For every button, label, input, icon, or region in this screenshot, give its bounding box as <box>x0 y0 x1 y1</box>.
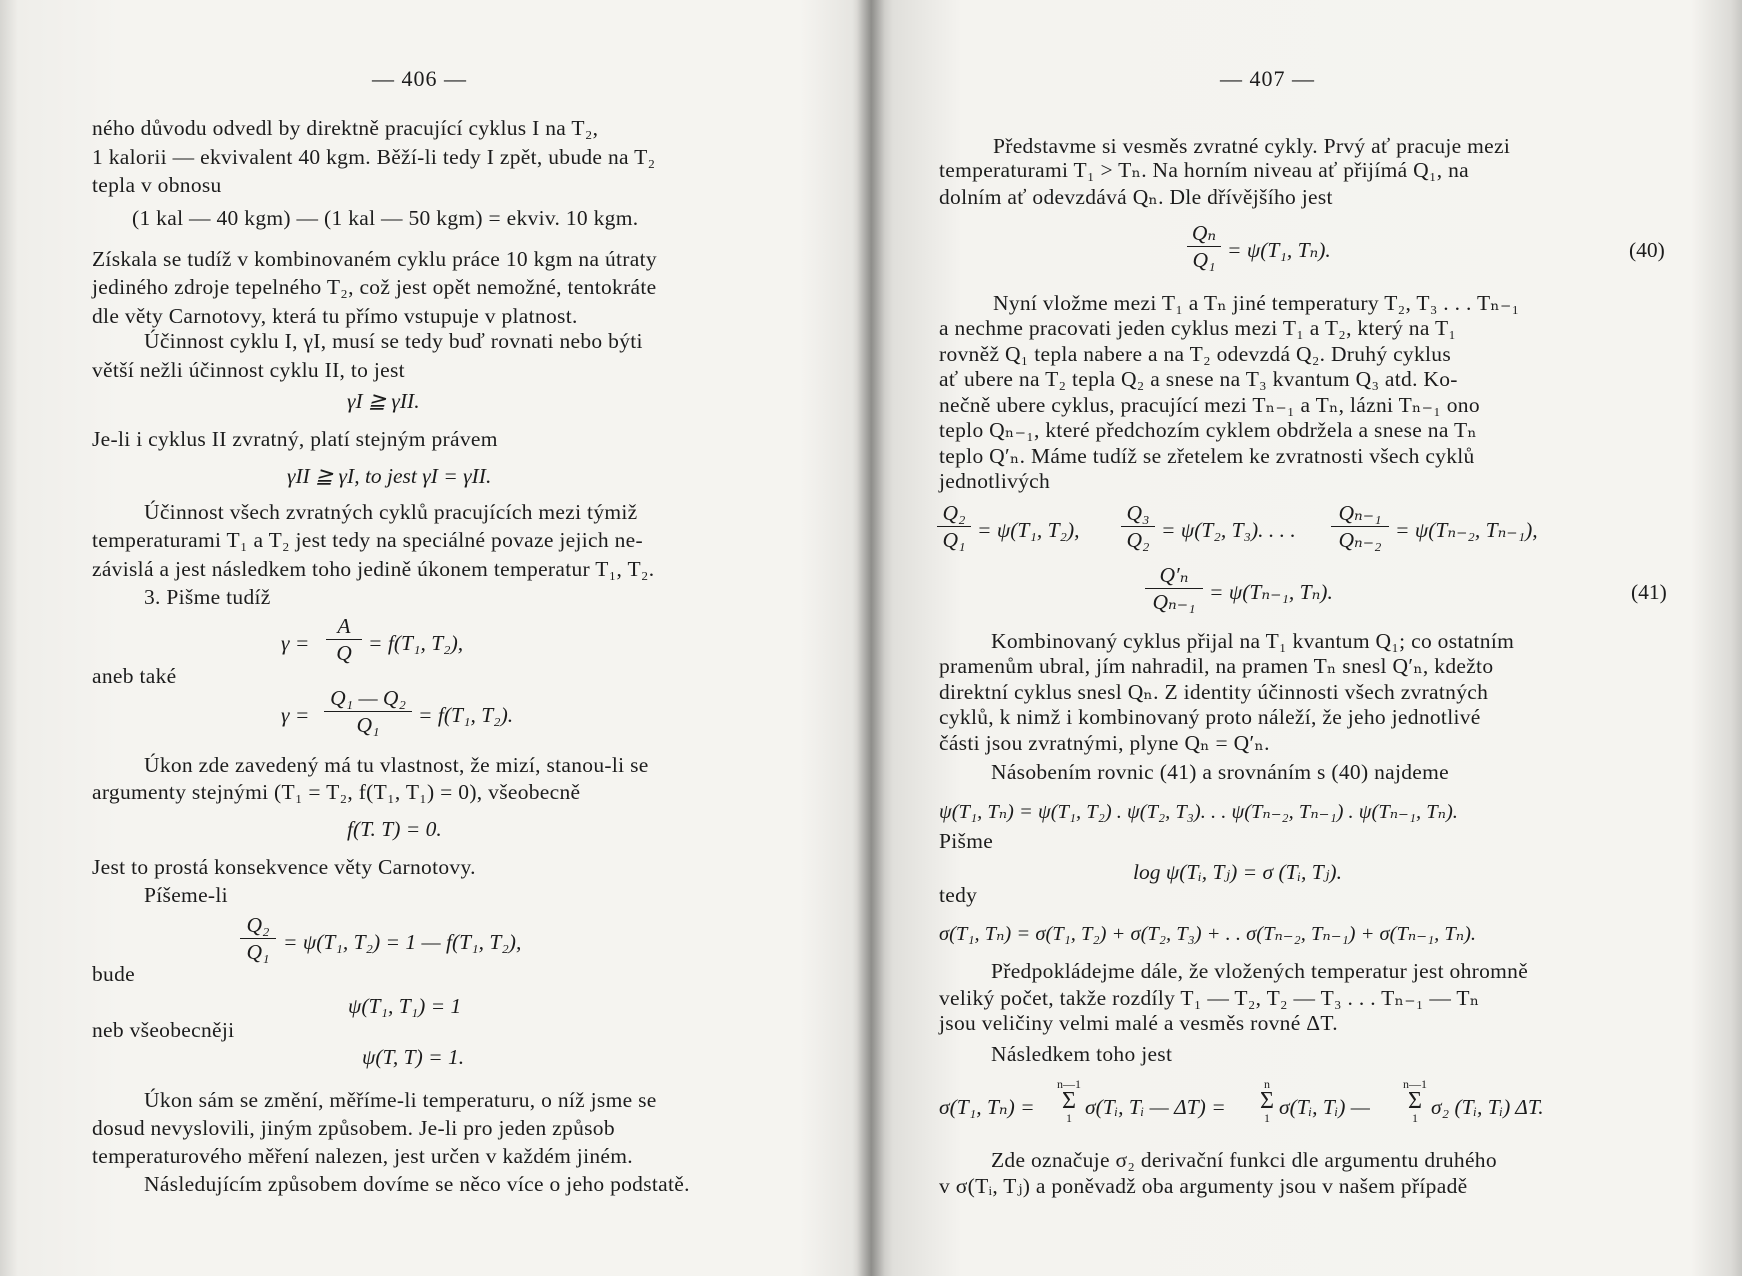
equation-log-psi: log ψ(Tᵢ, Tⱼ) = σ (Tᵢ, Tⱼ). <box>1133 860 1342 884</box>
equation-gamma-lhs: γ = <box>281 703 310 727</box>
text-line: teplo Qₙ₋₁, které předchozím cyklem obdržela a snese na Tₙ <box>939 418 1478 442</box>
text-line: Pišme <box>939 829 994 853</box>
equation-40: = ψ(T₁, Tₙ). <box>1227 238 1331 262</box>
text-line: ného důvodu odvedl by direktně pracující cyklus I na T₂, <box>92 116 599 140</box>
fraction-numerator: A <box>326 613 362 640</box>
equation-41-last: = ψ(Tₙ₋₁, Tₙ). <box>1209 580 1333 604</box>
fraction-q3-over-q2 <box>1121 500 1155 553</box>
equation-psi-product: ψ(T₁, Tₙ) = ψ(T₁, T₂) . ψ(T₂, T₃). . . ψ(Tₙ₋₂, Tₙ₋₁) . ψ(Tₙ₋₁, Tₙ). <box>939 801 1458 823</box>
fraction-a-over-q <box>326 613 362 666</box>
text-line: Je-li i cyklus II zvratný, platí stejným právem <box>92 427 498 451</box>
fraction-denominator: Q₂ <box>1126 528 1150 552</box>
text-line: Násobením rovnic (41) a srovnáním s (40) najdeme <box>991 760 1450 784</box>
text-line: cyklů, k nimž i kombinovaný proto náleží, že jeho jednotlivé <box>939 705 1481 729</box>
text-line: tedy <box>939 883 978 907</box>
equation-41-part: = ψ(Tₙ₋₂, Tₙ₋₁), <box>1395 518 1538 542</box>
text-line: dle věty Carnotovy, která tu přímo vstupuje v platnost. <box>92 304 578 328</box>
fraction-denominator: Qₙ₋₁ <box>1152 590 1196 614</box>
equation-sigma-approx-middle: σ(Tᵢ, Tᵢ) — <box>1279 1095 1370 1119</box>
text-line: Účinnost všech zvratných cyklů pracujících mezi týmiž <box>144 500 638 524</box>
equation-psi-one: ψ(T₁, T₁) = 1 <box>348 994 462 1018</box>
fraction-qpn-over-qn1 <box>1145 562 1203 615</box>
text-line: dosud nevyslovili, jiným způsobem. Je-li pro jeden způsob <box>92 1116 615 1140</box>
text-line: a nechme pracovati jeden cyklus mezi T₁ a T₂, který na T₁ <box>939 316 1457 340</box>
equation-line: (1 kal — 40 kgm) — (1 kal — 50 kgm) = ekviv. 10 kgm. <box>132 206 639 230</box>
summation-lower-limit: 1 <box>1412 1111 1418 1125</box>
equation-psi-one-general: ψ(T, T) = 1. <box>362 1045 465 1069</box>
page-number-406: — 406 — <box>372 66 467 91</box>
equation-gamma-rhs: = f(T₁, T₂). <box>418 703 514 727</box>
summation-upper-limit: n—1 <box>1403 1077 1427 1091</box>
equation-f-zero: f(T. T) = 0. <box>347 817 442 841</box>
text-line: 3. Pišme tudíž <box>144 585 271 609</box>
text-line: Předpokládejme dále, že vložených temperatur jest ohromně <box>991 959 1529 983</box>
fraction-heat-ratio <box>324 685 412 738</box>
text-line: argumenty stejnými (T₁ = T₂, f(T₁, T₁) = 0), všeobecně <box>92 780 581 804</box>
fraction-numerator: Q₁ — Q₂ <box>324 685 412 712</box>
equation-sigma-approx-middle: σ(Tᵢ, Tᵢ — ΔT) = <box>1085 1095 1226 1119</box>
text-line: Úkon sám se změní, měříme-li temperaturu, o níž jsme se <box>144 1088 657 1112</box>
equation-gamma-equality: γII ≧ γI, to jest γI = γII. <box>287 464 492 488</box>
text-line: ať ubere na T₂ tepla Q₂ a snese na T₃ kvantum Q₃ atd. Ko- <box>939 367 1458 391</box>
equation-number-41: (41) <box>1631 580 1667 604</box>
equation-sigma-approx-rhs: σ₂ (Tᵢ, Tᵢ) ΔT. <box>1431 1095 1544 1119</box>
text-line: dolním ať odevzdává Qₙ. Dle dřívějšího jest <box>939 185 1333 209</box>
text-line: Jest to prostá konsekvence věty Carnotovy. <box>92 855 476 879</box>
equation-gamma-lhs: γ = <box>281 631 310 655</box>
text-line: rovněž Q₁ tepla nabere a na T₂ odevzdá Q₂. Druhý cyklus <box>939 342 1452 366</box>
text-line: části jsou zvratnými, plyne Qₙ = Q′ₙ. <box>939 731 1270 755</box>
text-line: Následujícím způsobem dovíme se něco více o jeho podstatě. <box>144 1172 690 1196</box>
summation-symbol <box>1401 1078 1429 1124</box>
sigma-icon: Σ <box>1062 1088 1076 1114</box>
fraction-denominator: Q₁ <box>1192 248 1216 272</box>
equation-gamma-rhs: = f(T₁, T₂), <box>368 631 464 655</box>
text-line: Kombinovaný cyklus přijal na T₁ kvantum Q₁; co ostatním <box>991 629 1515 653</box>
text-line: v σ(Tᵢ, Tⱼ) a poněvadž oba argumenty jsou v našem případě <box>939 1174 1468 1198</box>
text-line: závislá a jest následkem toho jedině úkonem temperatur T₁, T₂. <box>92 557 655 581</box>
text-line: veliký počet, takže rozdíly T₁ — T₂, T₂ — T₃ . . . Tₙ₋₁ — Tₙ <box>939 986 1480 1010</box>
text-line: temperaturami T₁ a T₂ jest tedy na speciálné povaze jejich ne- <box>92 528 643 552</box>
text-line: jsou veličiny velmi malé a vesměs rovné ΔT. <box>939 1011 1338 1035</box>
fraction-denominator: Q₁ <box>246 940 270 964</box>
text-line: Nyní vložme mezi T₁ a Tₙ jiné temperatury T₂, T₃ . . . Tₙ₋₁ <box>993 291 1520 315</box>
text-line: jednotlivých <box>939 469 1051 493</box>
fraction-denominator: Q₁ <box>356 713 380 737</box>
equation-psi: = ψ(T₁, T₂) = 1 — f(T₁, T₂), <box>283 930 522 954</box>
text-line: bude <box>92 962 135 986</box>
summation-symbol <box>1055 1078 1083 1124</box>
text-line: Následkem toho jest <box>991 1042 1173 1066</box>
text-line: 1 kalorii — ekvivalent 40 kgm. Běží-li tedy I zpět, ubude na T₂ <box>92 145 656 169</box>
fraction-denominator: Qₙ₋₂ <box>1338 528 1382 552</box>
text-line: aneb také <box>92 664 177 688</box>
summation-lower-limit: 1 <box>1264 1111 1270 1125</box>
fraction-denominator: Q <box>336 641 352 665</box>
equation-number-40: (40) <box>1629 238 1665 262</box>
fraction-numerator: Q₂ <box>937 500 971 527</box>
text-line: pramenům ubral, jím nahradil, na pramen Tₙ snesl Q′ₙ, kdežto <box>939 654 1494 678</box>
summation-upper-limit: n <box>1264 1077 1270 1091</box>
fraction-qn-over-q1 <box>1187 220 1221 273</box>
text-line: neb všeobecněji <box>92 1018 235 1042</box>
equation-41-part: = ψ(T₁, T₂), <box>977 518 1080 542</box>
text-line: větší nežli účinnost cyklu II, to jest <box>92 358 405 382</box>
text-line: temperaturami T₁ > Tₙ. Na horním niveau ať přijímá Q₁, na <box>939 158 1469 182</box>
fraction-numerator: Q₂ <box>240 912 276 939</box>
page-number-407: — 407 — <box>1220 66 1315 91</box>
text-line: Úkon zde zavedený má tu vlastnost, že mizí, stanou-li se <box>144 753 649 777</box>
sigma-icon: Σ <box>1408 1088 1422 1114</box>
fraction-numerator: Qₙ₋₁ <box>1331 500 1389 527</box>
equation-gamma-inequality: γI ≧ γII. <box>347 389 420 413</box>
text-line: Představme si vesměs zvratné cykly. Prvý ať pracuje mezi <box>993 134 1511 158</box>
equation-41-part: = ψ(T₂, T₃). . . . <box>1161 518 1296 542</box>
text-line: tepla v obnosu <box>92 173 222 197</box>
text-line: direktní cyklus snesl Qₙ. Z identity účinnosti všech zvratných <box>939 680 1489 704</box>
fraction-numerator: Q₃ <box>1121 500 1155 527</box>
summation-upper-limit: n—1 <box>1057 1077 1081 1091</box>
text-line: Píšeme-li <box>144 883 228 907</box>
text-line: jediného zdroje tepelného T₂, což jest opět nemožné, tentokráte <box>92 275 657 299</box>
book-gutter-shadow <box>857 0 885 1276</box>
fraction-qn1-over-qn2 <box>1331 500 1389 553</box>
equation-sigma-approx-lhs: σ(T₁, Tₙ) = <box>939 1095 1035 1119</box>
fraction-numerator: Qₙ <box>1187 220 1221 247</box>
fraction-numerator: Q′ₙ <box>1145 562 1203 589</box>
fraction-q2-over-q1 <box>240 912 276 965</box>
summation-lower-limit: 1 <box>1066 1111 1072 1125</box>
summation-symbol <box>1257 1078 1277 1124</box>
text-line: Účinnost cyklu I, γI, musí se tedy buď rovnati nebo býti <box>144 329 643 353</box>
text-line: nečně ubere cyklus, pracující mezi Tₙ₋₁ a Tₙ, lázni Tₙ₋₁ ono <box>939 393 1480 417</box>
text-line: teplo Q′ₙ. Máme tudíž se zřetelem ke zvratnosti všech cyklů <box>939 444 1475 468</box>
fraction-q2-over-q1 <box>937 500 971 553</box>
text-line: Získala se tudíž v kombinovaném cyklu práce 10 kgm na útraty <box>92 247 657 271</box>
text-line: temperaturového měření nalezen, jest určen v každém jiném. <box>92 1144 633 1168</box>
fraction-denominator: Q₁ <box>942 528 966 552</box>
sigma-icon: Σ <box>1260 1088 1274 1114</box>
page-407 <box>871 0 1742 1276</box>
text-line: Zde označuje σ₂ derivační funkci dle argumentu druhého <box>991 1148 1497 1172</box>
equation-sigma-sum: σ(T₁, Tₙ) = σ(T₁, T₂) + σ(T₂, T₃) + . . σ(Tₙ₋₂, Tₙ₋₁) + σ(Tₙ₋₁, Tₙ). <box>939 923 1477 945</box>
